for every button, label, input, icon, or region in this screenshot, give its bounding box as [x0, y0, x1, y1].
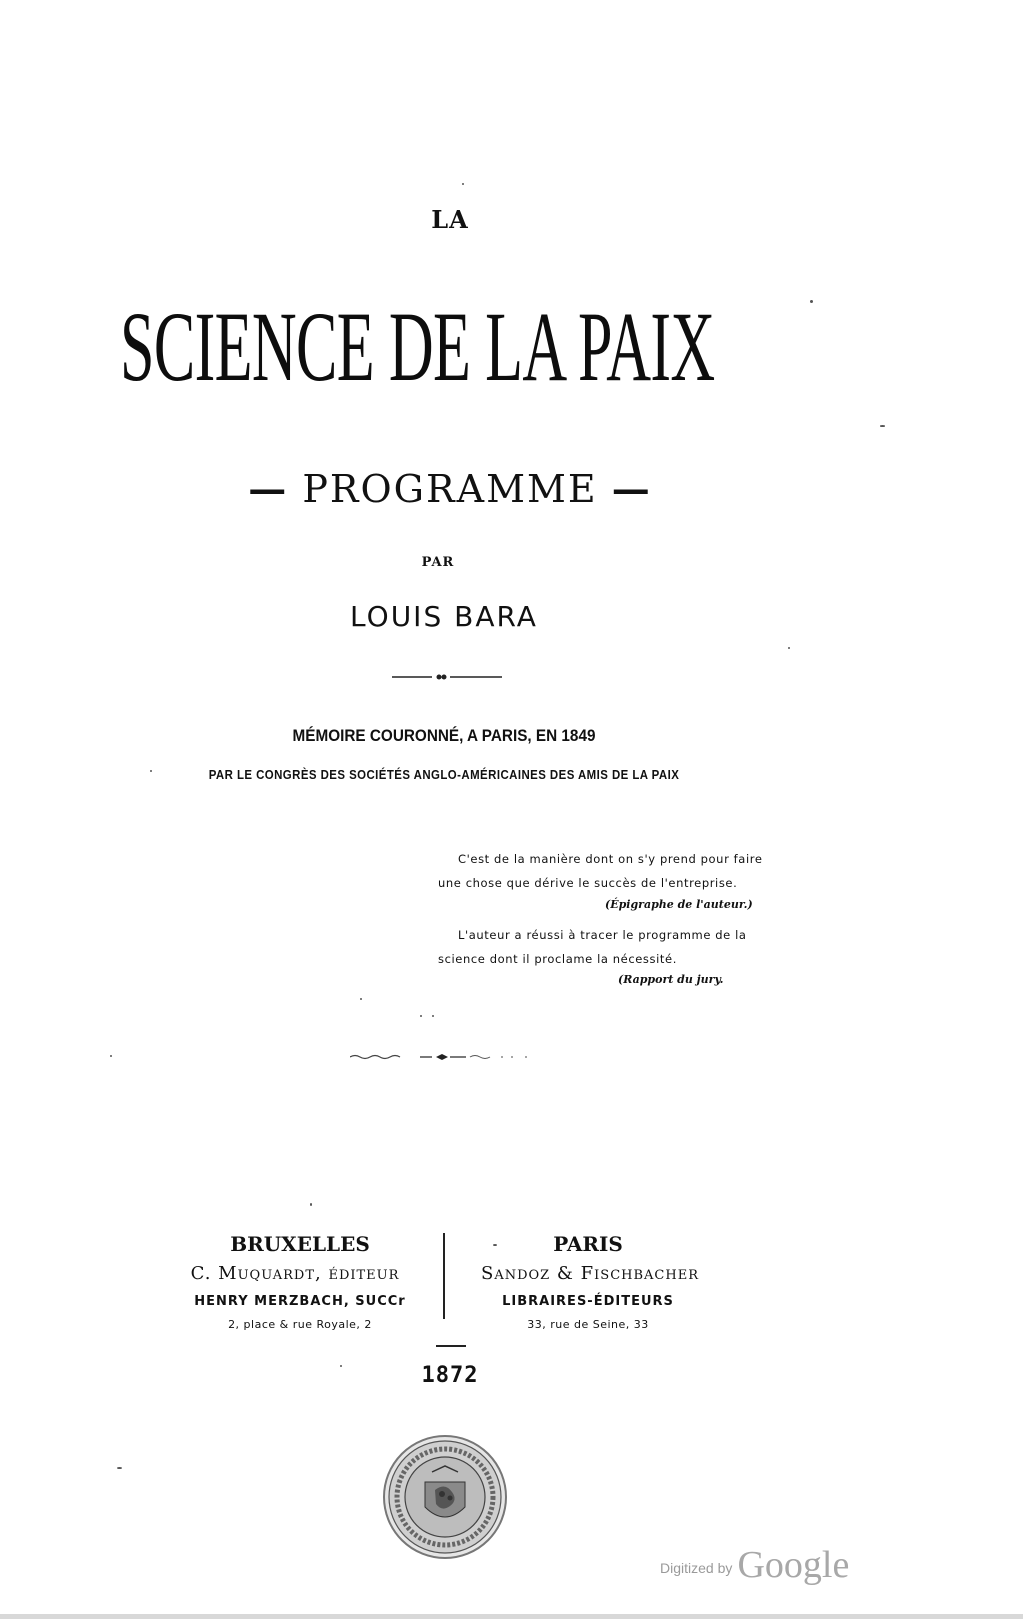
epigraph-1-line-2: une chose que dérive le succès de l'entreprise. [438, 876, 738, 890]
print-speck [493, 1244, 497, 1246]
print-speck [310, 1203, 312, 1206]
ornament-divider-wavy [350, 1050, 540, 1064]
google-logo: Google [737, 1544, 850, 1586]
print-speck [150, 770, 152, 772]
print-speck [117, 1467, 122, 1469]
publisher-right-city: PARIS [553, 1232, 623, 1256]
publisher-right-address: 33, rue de Seine, 33 [527, 1318, 649, 1331]
epigraph-1-line-1: C'est de la manière dont on s'y prend pour faire [458, 852, 763, 866]
print-speck [360, 998, 362, 1000]
main-title: SCIENCE DE LA PAIX [120, 291, 715, 402]
print-speck [420, 1015, 422, 1017]
print-speck [788, 647, 790, 649]
award-congress-line: PAR LE CONGRÈS DES SOCIÉTÉS ANGLO-AMÉRICAINES DES AMIS DE LA PAIX [208, 767, 680, 782]
google-watermark [660, 1543, 849, 1587]
publisher-divider [443, 1233, 445, 1319]
page-bottom-edge [0, 1614, 1023, 1619]
author-name: LOUIS BARA [350, 600, 538, 633]
digitized-by-label: Digitized by [660, 1560, 733, 1576]
award-line: MÉMOIRE COURONNÉ, A PARIS, EN 1849 [292, 726, 596, 745]
print-speck [110, 1055, 112, 1057]
print-speck [462, 183, 464, 185]
print-speck [810, 300, 813, 303]
ornament-divider [392, 670, 502, 684]
epigraph-2-line-2: science dont il proclame la nécessité. [438, 952, 677, 966]
publication-year: 1872 [421, 1363, 479, 1388]
publisher-right-successor: LIBRAIRES-ÉDITEURS [502, 1294, 674, 1309]
publisher-left-city: BRUXELLES [230, 1232, 370, 1256]
print-speck [340, 1365, 342, 1367]
by-label: PAR [421, 555, 455, 570]
subtitle [0, 466, 900, 511]
subtitle-dash-left: — [248, 466, 289, 511]
print-speck [880, 425, 885, 427]
epigraph-2-line-1: L'auteur a réussi à tracer le programme de la [458, 928, 747, 942]
publisher-left-address: 2, place & rue Royale, 2 [228, 1318, 372, 1331]
publisher-left-successor: HENRY MERZBACH, SUCCr [194, 1294, 406, 1309]
epigraph-1-source: (Épigraphe de l'auteur.) [605, 898, 753, 911]
title-article: LA [431, 205, 469, 234]
year-rule [436, 1345, 466, 1347]
publisher-left-editor: C. Muquardt, éditeur [190, 1263, 400, 1284]
subtitle-dash-right: — [611, 466, 652, 511]
publisher-right-editor: Sandoz & Fischbacher [481, 1263, 699, 1284]
subtitle-text: PROGRAMME [302, 467, 598, 511]
library-seal-stamp [380, 1432, 510, 1562]
print-speck [432, 1015, 434, 1017]
epigraph-2-source: (Rapport du jury. [618, 973, 724, 986]
